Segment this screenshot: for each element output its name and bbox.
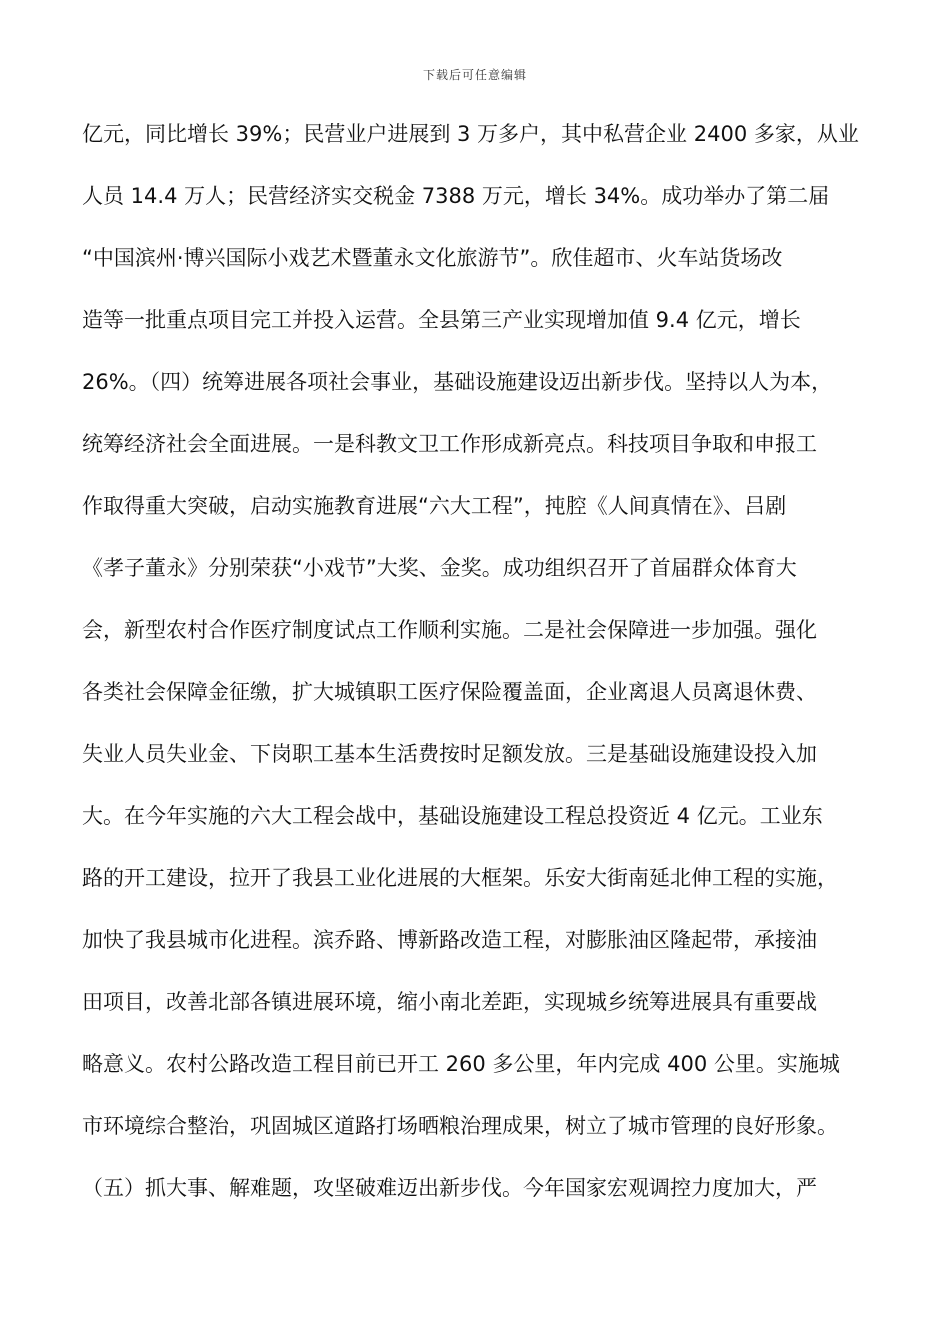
text-line: 人员 14.4 万人；民营经济实交税金 7388 万元，增长 34%。成功举办了第二届 bbox=[82, 184, 830, 208]
text-line: 田项目，改善北部各镇进展环境，缩小南北差距，实现城乡统筹进展具有重要战 bbox=[82, 990, 817, 1014]
text-line: 会，新型农村合作医疗制度试点工作顺利实施。二是社会保障进一步加强。强化 bbox=[82, 618, 817, 642]
text-line: 26%。（四）统筹进展各项社会事业，基础设施建设迈出新步伐。坚持以人为本， bbox=[82, 370, 833, 394]
text-line: 路的开工建设，拉开了我县工业化进展的大框架。乐安大街南延北伸工程的实施， bbox=[82, 866, 838, 890]
text-line: 大。在今年实施的六大工程会战中，基础设施建设工程总投资近 4 亿元。工业东 bbox=[82, 804, 823, 828]
text-line: （五）抓大事、解难题，攻坚破难迈出新步伐。今年国家宏观调控力度加大，严 bbox=[82, 1176, 817, 1200]
text-line: 造等一批重点项目完工并投入运营。全县第三产业实现增加值 9.4 亿元，增长 bbox=[82, 308, 801, 332]
text-line: 各类社会保障金征缴，扩大城镇职工医疗保险覆盖面，企业离退人员离退休费、 bbox=[82, 680, 817, 704]
text-line: 失业人员失业金、下岗职工基本生活费按时足额发放。三是基础设施建设投入加 bbox=[82, 742, 817, 766]
text-line: 市环境综合整治，巩固城区道路打场晒粮治理成果，树立了城市管理的良好形象。 bbox=[82, 1114, 838, 1138]
page-header: 下载后可任意编辑 bbox=[422, 68, 527, 82]
text-line: 略意义。农村公路改造工程目前已开工 260 多公里，年内完成 400 公里。实施城 bbox=[82, 1052, 840, 1076]
text-line: 《孝子董永》分别荣获“小戏节”大奖、金奖。成功组织召开了首届群众体育大 bbox=[82, 556, 797, 580]
text-line: 亿元，同比增长 39%；民营业户进展到 3 万多户，其中私营企业 2400 多家，从业 bbox=[82, 122, 859, 146]
text-line: “中国滨州·博兴国际小戏艺术暨董永文化旅游节”。欣佳超市、火车站货场改 bbox=[82, 246, 783, 270]
text-line: 统筹经济社会全面进展。一是科教文卫工作形成新亮点。科技项目争取和申报工 bbox=[82, 432, 817, 456]
text-line: 加快了我县城市化进程。滨乔路、博新路改造工程，对膨胀油区隆起带，承接油 bbox=[82, 928, 817, 952]
text-line: 作取得重大突破，启动实施教育进展“六大工程”，扽腔《人间真情在》、吕剧 bbox=[82, 494, 787, 518]
